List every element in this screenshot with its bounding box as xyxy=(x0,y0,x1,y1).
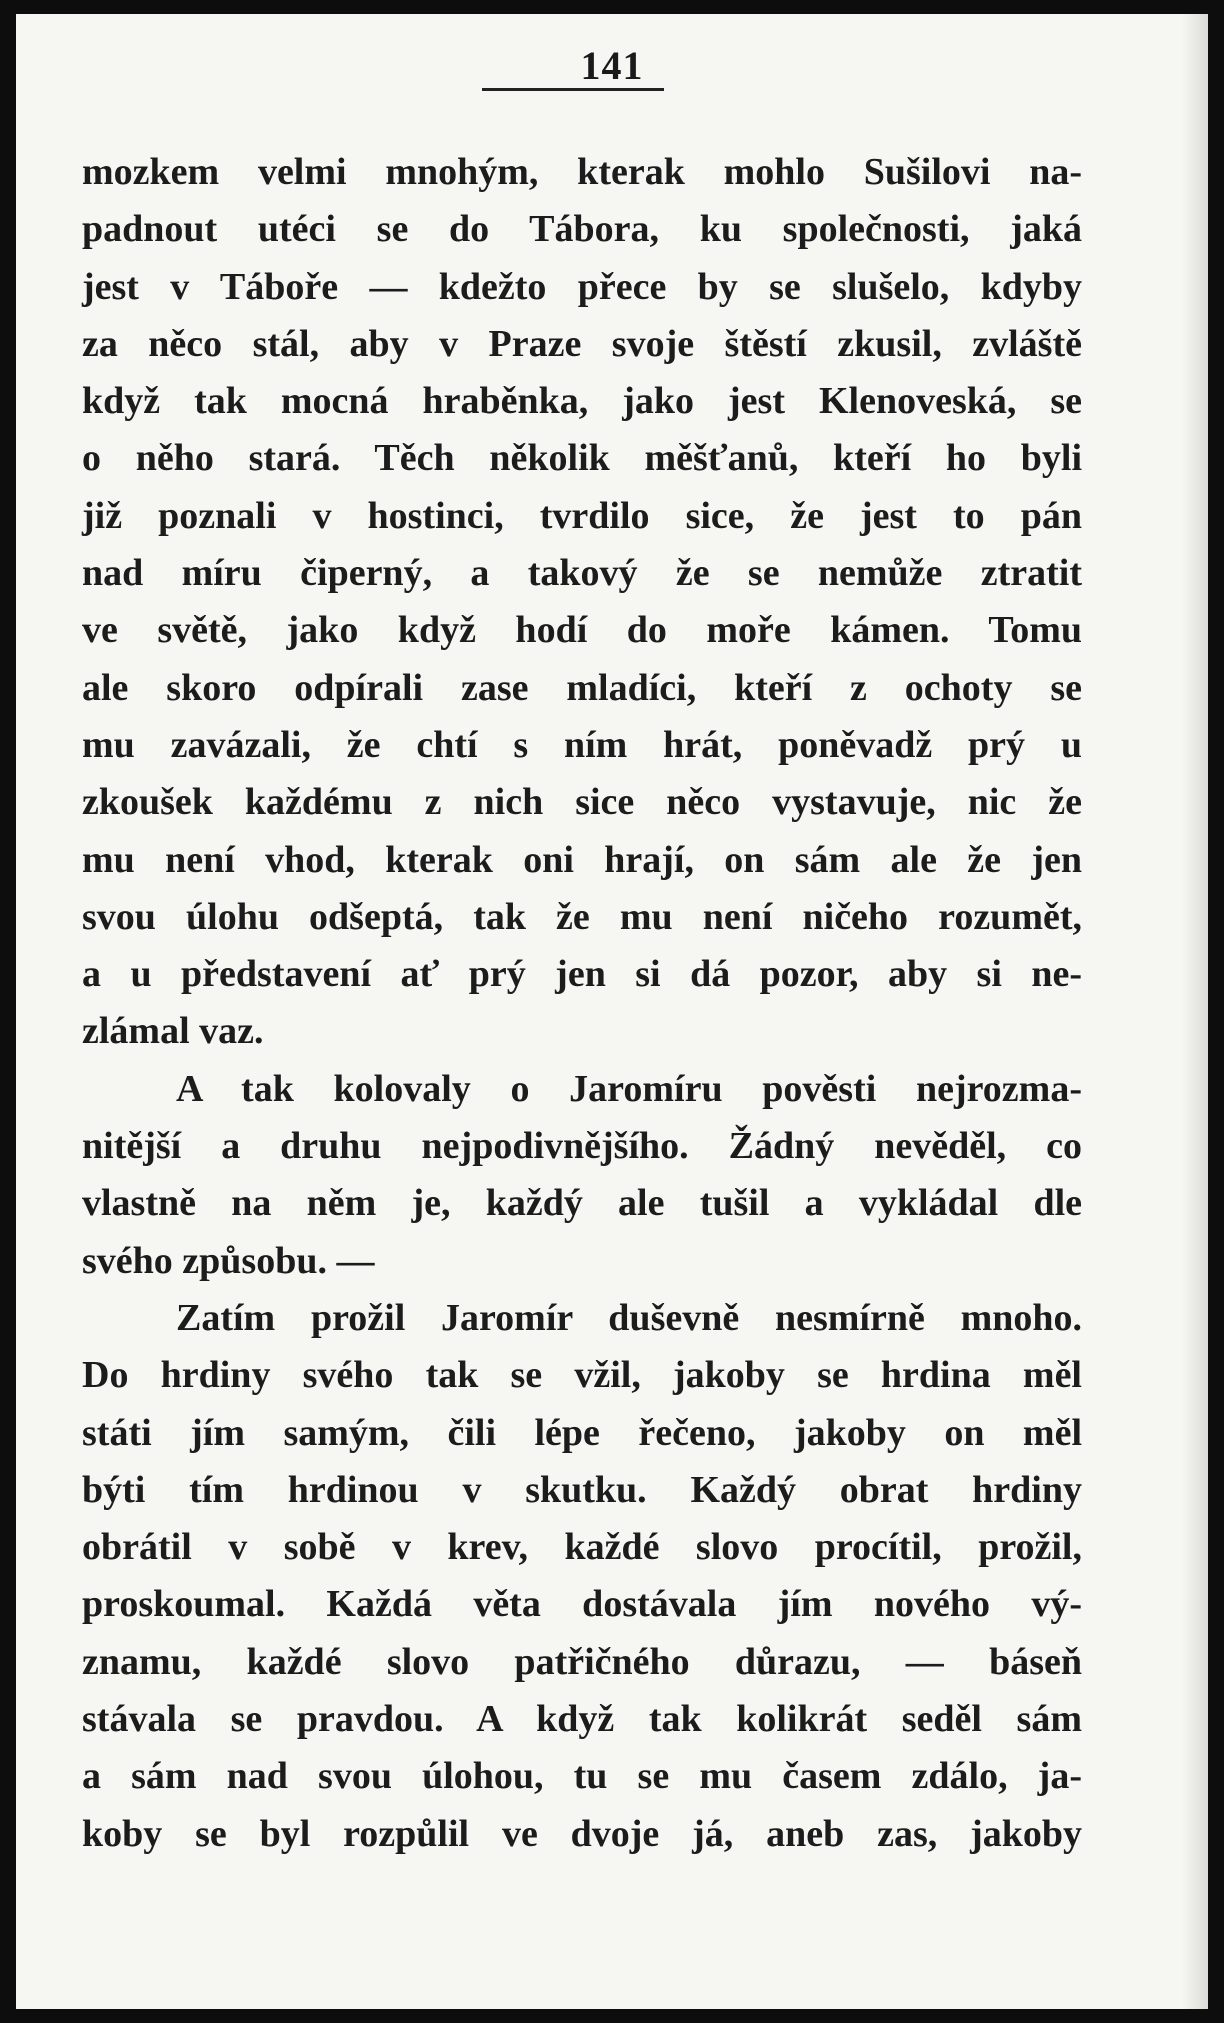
text-line: mu není vhod, kterak oni hrají, on sám ale že jen xyxy=(82,838,1082,881)
text-line: a u představení ať prý jen si dá pozor, aby si ne- xyxy=(82,953,1082,996)
text-line: a sám nad svou úlohou, tu se mu časem zdálo, ja- xyxy=(82,1755,1082,1798)
text-line: mozkem velmi mnohým, kterak mohlo Sušilovi na- xyxy=(82,151,1082,193)
text-line: znamu, každé slovo patřičného důrazu, — báseň xyxy=(82,1640,1082,1683)
text-line: již poznali v hostinci, tvrdilo sice, že jest to pán xyxy=(82,494,1082,537)
book-page xyxy=(16,14,1208,2009)
header-rule xyxy=(482,88,664,91)
text-line: Zatím prožil Jaromír duševně nesmírně mnoho. xyxy=(176,1296,1082,1339)
text-line: státi jím samým, čili lépe řečeno, jakoby on měl xyxy=(82,1411,1082,1454)
text-line: když tak mocná hraběnka, jako jest Klenoveská, se xyxy=(82,380,1082,423)
page-edge-shadow xyxy=(1182,14,1208,2009)
text-line: o něho stará. Těch několik měšťanů, kteří ho byli xyxy=(82,437,1082,480)
text-line: nad míru čiperný, a takový že se nemůže ztratit xyxy=(82,552,1082,595)
text-line: obrátil v sobě v krev, každé slovo procítil, prožil, xyxy=(82,1526,1082,1569)
page-body-text xyxy=(82,144,1082,1863)
text-line: koby se byl rozpůlil ve dvoje já, aneb zas, jakoby xyxy=(82,1812,1082,1855)
text-line: stávala se pravdou. A když tak kolikrát seděl sám xyxy=(82,1698,1082,1741)
text-line: svého způsobu. — xyxy=(82,1239,375,1282)
text-line: zkoušek každému z nich sice něco vystavuje, nic že xyxy=(82,781,1082,824)
text-line: padnout utéci se do Tábora, ku společnosti, jaká xyxy=(82,208,1082,251)
text-line: Do hrdiny svého tak se vžil, jakoby se hrdina měl xyxy=(82,1354,1082,1397)
text-line: A tak kolovaly o Jaromíru pověsti nejrozma- xyxy=(176,1067,1082,1110)
text-line: mu zavázali, že chtí s ním hrát, poněvadž prý u xyxy=(82,723,1082,766)
text-line: ale skoro odpírali zase mladíci, kteří z ochoty se xyxy=(82,666,1082,709)
text-line: býti tím hrdinou v skutku. Každý obrat hrdiny xyxy=(82,1468,1082,1511)
text-line: zlámal vaz. xyxy=(82,1010,264,1053)
text-line: jest v Táboře — kdežto přece by se slušelo, kdyby xyxy=(82,265,1082,308)
text-line: ve světě, jako když hodí do moře kámen. Tomu xyxy=(82,609,1082,652)
text-line: svou úlohu odšeptá, tak že mu není ničeho rozumět, xyxy=(82,895,1082,938)
text-line: nitější a druhu nejpodivnějšího. Žádný nevěděl, co xyxy=(82,1125,1082,1168)
page-number: 141 xyxy=(580,43,644,88)
text-line: proskoumal. Každá věta dostávala jím nového vý- xyxy=(82,1583,1082,1626)
text-line: za něco stál, aby v Praze svoje štěstí zkusil, zvláště xyxy=(82,322,1082,365)
text-line: vlastně na něm je, každý ale tušil a vykládal dle xyxy=(82,1182,1082,1225)
